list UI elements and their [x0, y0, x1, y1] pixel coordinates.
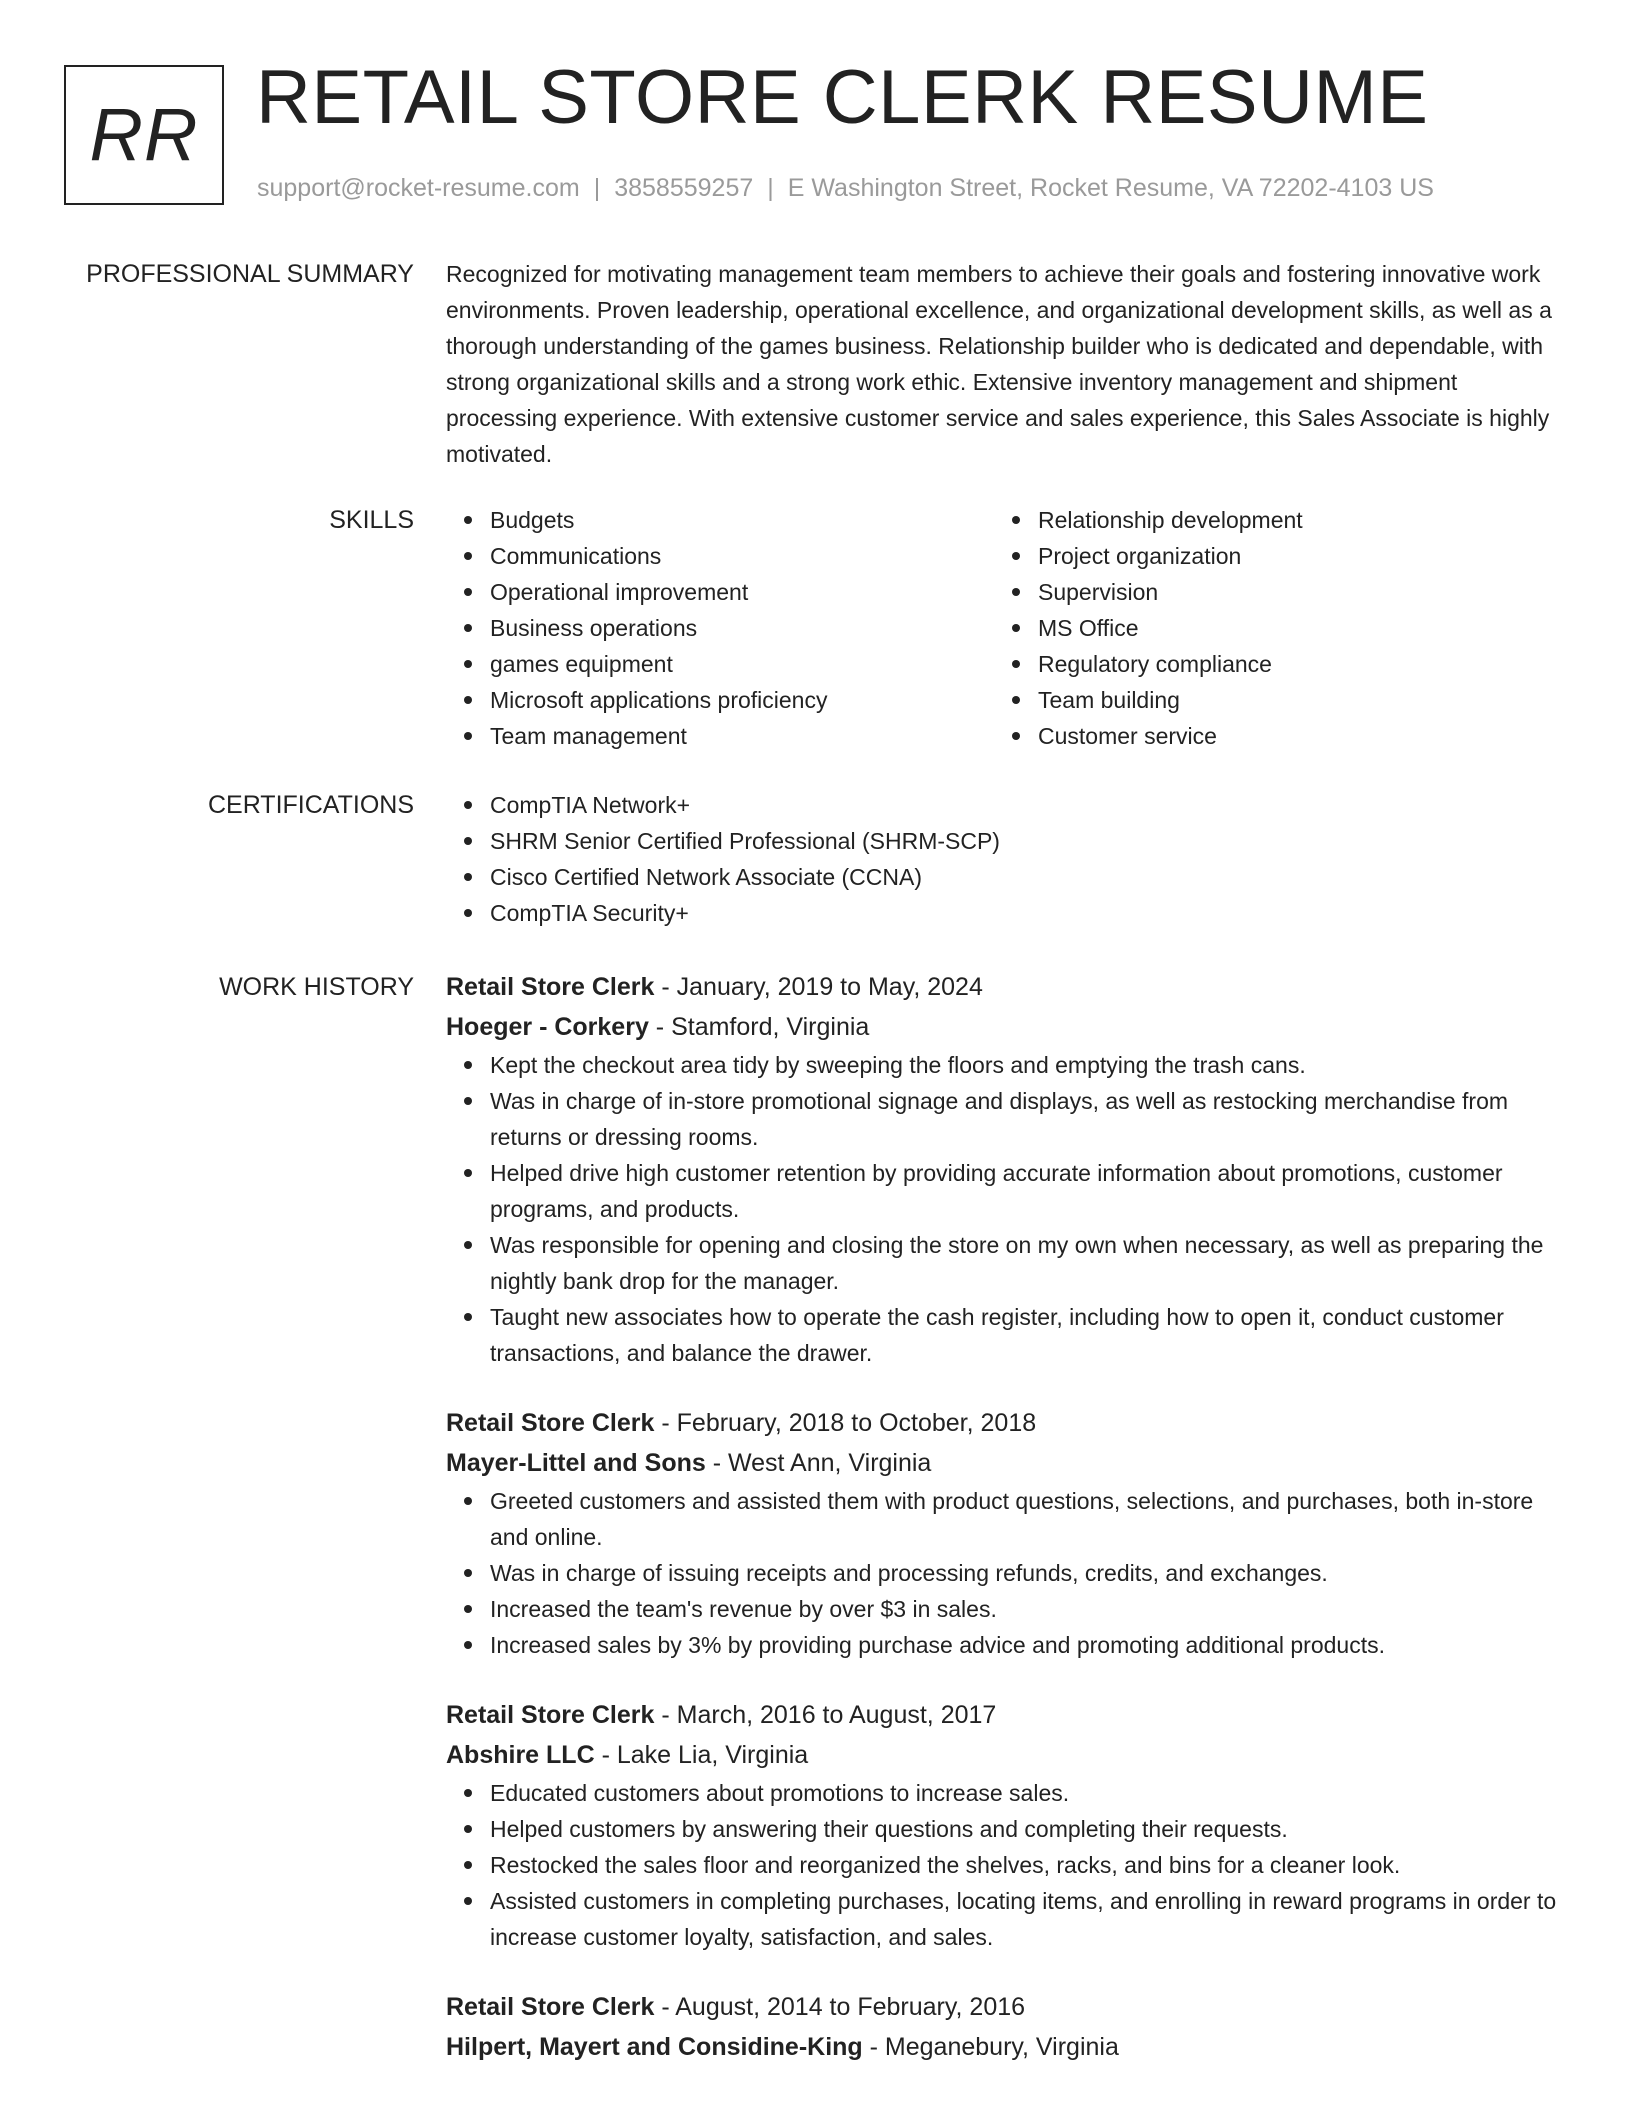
skill-item: Microsoft applications proficiency [490, 682, 994, 718]
skill-item: Customer service [1038, 718, 1542, 754]
summary-body [446, 256, 1566, 472]
skill-item: Project organization [1038, 538, 1542, 574]
contact-phone[interactable]: 3858559257 [614, 174, 754, 202]
job-duty: Helped customers by answering their questions and completing their requests. [490, 1811, 1566, 1847]
job-location: - West Ann, Virginia [705, 1449, 932, 1477]
skill-item: games equipment [490, 646, 994, 682]
job-duty: Helped drive high customer retention by providing accurate information about promotions, customer programs, and products. [490, 1155, 1566, 1227]
skill-item: Supervision [1038, 574, 1542, 610]
job-location: - Stamford, Virginia [648, 1013, 870, 1041]
job-duty: Was responsible for opening and closing the store on my own when necessary, as well as preparing the nightly bank drop for the manager. [490, 1227, 1566, 1299]
job-title-line [446, 1403, 1566, 1443]
job-duty: Increased sales by 3% by providing purchase advice and promoting additional products. [490, 1627, 1566, 1663]
skill-item: Relationship development [1038, 502, 1542, 538]
skills-list-right [994, 502, 1542, 754]
job-duty: Assisted customers in completing purchases, locating items, and enrolling in reward programs in order to increase customer loyalty, satisfaction, and sales. [490, 1883, 1566, 1955]
job-location: - Meganebury, Virginia [862, 2033, 1119, 2061]
job-company-line [446, 1735, 1566, 1775]
certifications-body [446, 787, 1566, 931]
skills-body [446, 502, 1566, 754]
job-duty: Educated customers about promotions to increase sales. [490, 1775, 1566, 1811]
certifications-list [446, 787, 1566, 931]
skill-item: Communications [490, 538, 994, 574]
skill-item: Regulatory compliance [1038, 646, 1542, 682]
contact-address: E Washington Street, Rocket Resume, VA 72202-4103 US [787, 174, 1434, 202]
job-duty: Kept the checkout area tidy by sweeping the floors and emptying the trash cans. [490, 1047, 1566, 1083]
job-title-line [446, 1987, 1566, 2027]
summary-label: PROFESSIONAL SUMMARY [86, 260, 414, 288]
job-duty: Was in charge of in-store promotional signage and displays, as well as restocking merchandise from returns or dressing rooms. [490, 1083, 1566, 1155]
skill-item: Team management [490, 718, 994, 754]
job-duty: Increased the team's revenue by over $3 in sales. [490, 1591, 1566, 1627]
job-title: Retail Store Clerk [446, 1701, 655, 1729]
skill-item: Team building [1038, 682, 1542, 718]
certification-item: CompTIA Network+ [490, 787, 1566, 823]
job-entry [446, 1695, 1566, 1955]
certification-item: SHRM Senior Certified Professional (SHRM-SCP) [490, 823, 1566, 859]
job-company: Hilpert, Mayert and Considine-King [446, 2033, 863, 2061]
job-dates: - August, 2014 to February, 2016 [654, 1993, 1026, 2021]
work-history-label: WORK HISTORY [219, 973, 414, 1001]
resume-title: RETAIL STORE CLERK RESUME [256, 55, 1429, 140]
job-duties-list [446, 1047, 1566, 1371]
job-entry [446, 967, 1566, 1371]
skill-item: Business operations [490, 610, 994, 646]
job-title-line [446, 1695, 1566, 1735]
skills-grid [446, 502, 1566, 754]
job-company-line [446, 1443, 1566, 1483]
work-history-body [446, 967, 1566, 2099]
job-dates: - January, 2019 to May, 2024 [654, 973, 983, 1001]
job-title: Retail Store Clerk [446, 1409, 655, 1437]
job-duty: Greeted customers and assisted them with product questions, selections, and purchases, both in-store and online. [490, 1483, 1566, 1555]
job-title: Retail Store Clerk [446, 1993, 655, 2021]
job-entry [446, 1987, 1566, 2067]
job-dates: - February, 2018 to October, 2018 [654, 1409, 1037, 1437]
skills-label: SKILLS [329, 506, 414, 534]
job-company-line [446, 1007, 1566, 1047]
monogram-initials: RR [89, 93, 199, 176]
job-company: Mayer-Littel and Sons [446, 1449, 706, 1477]
skill-item: Budgets [490, 502, 994, 538]
job-duties-list [446, 1775, 1566, 1955]
job-company-line [446, 2027, 1566, 2067]
job-duty: Restocked the sales floor and reorganized the shelves, racks, and bins for a cleaner look. [490, 1847, 1566, 1883]
skills-column-left [446, 502, 994, 754]
contact-separator: | [593, 174, 601, 202]
job-location: - Lake Lia, Virginia [594, 1741, 809, 1769]
contact-email[interactable]: support@rocket-resume.com [257, 174, 580, 202]
summary-text: Recognized for motivating management team members to achieve their goals and fostering innovative work environments. Proven leadership, operational excellence, and organizational development skills, as well as a thorough understanding of the games business. Relationship builder who is dedicated and dependable, with strong organizational skills and a strong work ethic. Extensive inventory management and shipment processing experience. With extensive customer service and sales experience, this Sales Associate is highly motivated. [446, 261, 1552, 467]
job-title: Retail Store Clerk [446, 973, 655, 1001]
skill-item: Operational improvement [490, 574, 994, 610]
job-duties-list [446, 1483, 1566, 1663]
job-company: Hoeger - Corkery [446, 1013, 649, 1041]
certification-item: CompTIA Security+ [490, 895, 1566, 931]
job-duty: Taught new associates how to operate the cash register, including how to open it, conduct customer transactions, and balance the drawer. [490, 1299, 1566, 1371]
job-title-line [446, 967, 1566, 1007]
contact-line [257, 174, 1434, 203]
job-entry [446, 1403, 1566, 1663]
monogram-box [64, 65, 224, 205]
skills-column-right [994, 502, 1542, 754]
job-company: Abshire LLC [446, 1741, 595, 1769]
skill-item: MS Office [1038, 610, 1542, 646]
certification-item: Cisco Certified Network Associate (CCNA) [490, 859, 1566, 895]
certifications-label: CERTIFICATIONS [207, 791, 414, 819]
job-duty: Was in charge of issuing receipts and processing refunds, credits, and exchanges. [490, 1555, 1566, 1591]
skills-list-left [446, 502, 994, 754]
contact-separator: | [767, 174, 774, 202]
job-dates: - March, 2016 to August, 2017 [654, 1701, 997, 1729]
